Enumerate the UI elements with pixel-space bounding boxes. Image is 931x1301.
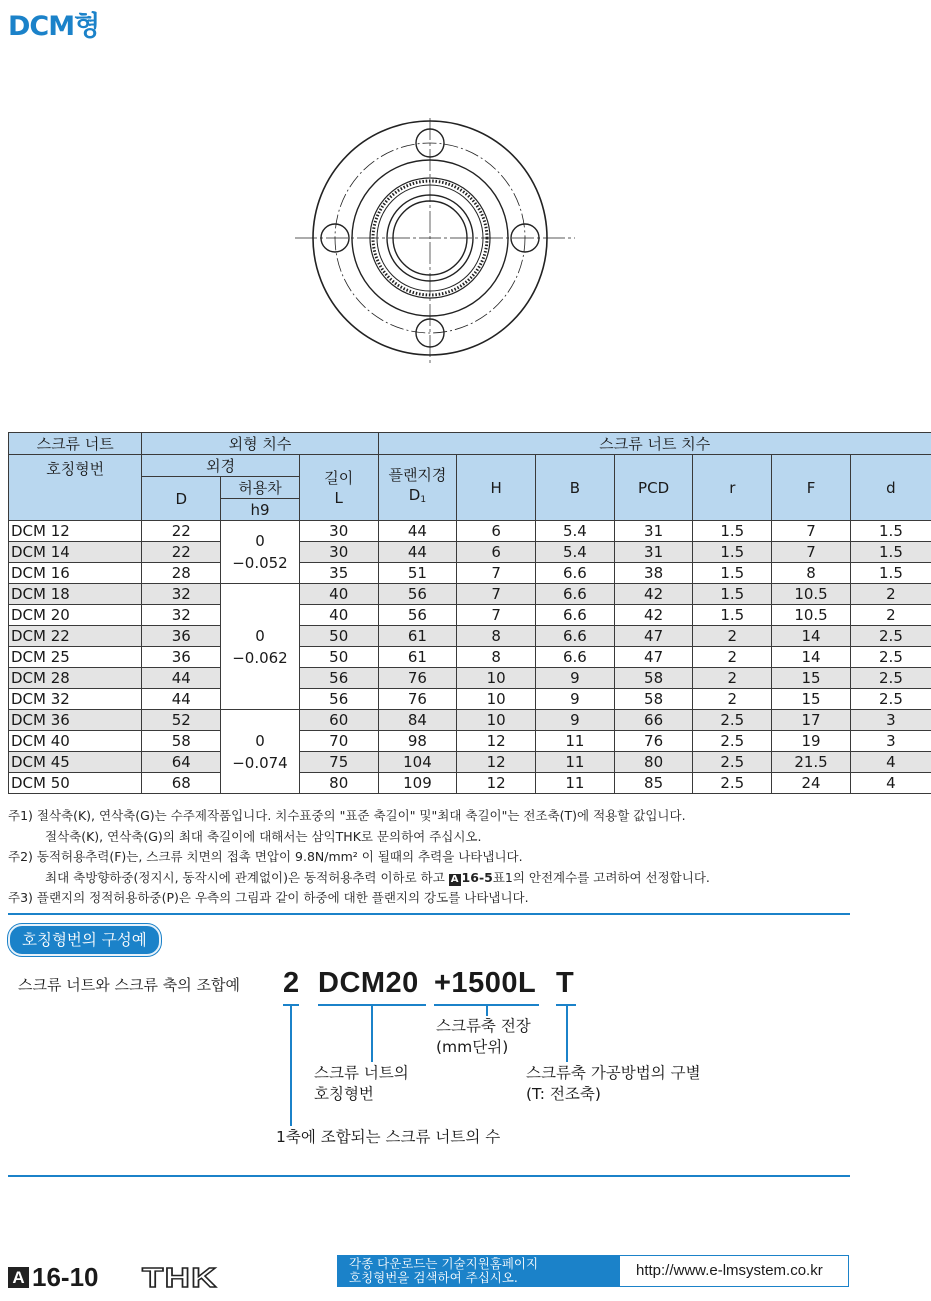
cell-PCD: 47 xyxy=(614,626,693,647)
table-notes xyxy=(8,806,868,909)
cell-D: 32 xyxy=(142,605,221,626)
tolerance-lower: −0.074 xyxy=(232,753,288,772)
note-1-cont: 절삭축(K), 연삭축(G)의 최대 축길이에 대해서는 삼익THK로 문의하여 주십시오. xyxy=(45,828,482,844)
cell-B: 9 xyxy=(536,710,615,731)
header-r: r xyxy=(693,455,772,521)
cell-r: 2.5 xyxy=(693,773,772,794)
cell-D: 22 xyxy=(142,542,221,563)
cell-D1: 98 xyxy=(378,731,457,752)
table-row xyxy=(9,605,931,626)
cell-model: DCM 20 xyxy=(9,605,142,626)
cell-d: 1.5 xyxy=(850,521,931,542)
cell-d: 4 xyxy=(850,773,931,794)
cell-L: 40 xyxy=(299,605,378,626)
table-row xyxy=(9,521,931,542)
cell-model: DCM 36 xyxy=(9,710,142,731)
cell-PCD: 42 xyxy=(614,605,693,626)
table-row xyxy=(9,689,931,710)
cell-D1: 76 xyxy=(378,689,457,710)
cell-L: 35 xyxy=(299,563,378,584)
cell-F: 15 xyxy=(772,668,851,689)
cell-B: 9 xyxy=(536,668,615,689)
cell-model: DCM 50 xyxy=(9,773,142,794)
cell-F: 7 xyxy=(772,521,851,542)
page-reference xyxy=(8,1262,99,1293)
cell-L: 75 xyxy=(299,752,378,773)
cell-r: 1.5 xyxy=(693,584,772,605)
download-info-text: 각종 다운로드는 기술지원홈페이지 호칭형번을 검색하여 주십시오. xyxy=(338,1256,620,1286)
cell-F: 24 xyxy=(772,773,851,794)
cell-D1: 84 xyxy=(378,710,457,731)
header-H: H xyxy=(457,455,536,521)
cell-d: 1.5 xyxy=(850,542,931,563)
cell-H: 8 xyxy=(457,626,536,647)
note-3: 주3) 플랜지의 정적허용하중(P)은 우측의 그림과 같이 하중에 대한 플랜지의 강도를 나타냅니다. xyxy=(8,890,529,905)
header-flange-dia-label: 플랜지경 xyxy=(388,466,447,484)
cell-tolerance xyxy=(221,710,300,794)
cell-PCD: 80 xyxy=(614,752,693,773)
cell-F: 8 xyxy=(772,563,851,584)
header-PCD: PCD xyxy=(614,455,693,521)
cell-B: 11 xyxy=(536,773,615,794)
section-ref-badge: A xyxy=(450,873,459,885)
table-row xyxy=(9,710,931,731)
tolerance-upper: 0 xyxy=(255,731,265,750)
cell-tolerance xyxy=(221,584,300,710)
cell-H: 12 xyxy=(457,731,536,752)
cell-F: 7 xyxy=(772,542,851,563)
header-B: B xyxy=(536,455,615,521)
cell-L: 40 xyxy=(299,584,378,605)
cell-d: 2.5 xyxy=(850,647,931,668)
table-row xyxy=(9,626,931,647)
cell-model: DCM 25 xyxy=(9,647,142,668)
header-F: F xyxy=(772,455,851,521)
cell-model: DCM 14 xyxy=(9,542,142,563)
cell-L: 60 xyxy=(299,710,378,731)
leader-length xyxy=(486,1004,488,1016)
tolerance-lower: −0.052 xyxy=(232,554,288,572)
cell-r: 2.5 xyxy=(693,752,772,773)
cell-D1: 104 xyxy=(378,752,457,773)
cell-H: 6 xyxy=(457,542,536,563)
cell-D: 22 xyxy=(142,521,221,542)
table-row xyxy=(9,647,931,668)
cell-PCD: 76 xyxy=(614,731,693,752)
section-divider xyxy=(8,913,850,915)
cell-D1: 44 xyxy=(378,521,457,542)
cell-PCD: 47 xyxy=(614,647,693,668)
cell-r: 1.5 xyxy=(693,605,772,626)
cell-model: DCM 16 xyxy=(9,563,142,584)
cell-H: 12 xyxy=(457,752,536,773)
cell-H: 7 xyxy=(457,563,536,584)
cell-L: 56 xyxy=(299,689,378,710)
header-d: d xyxy=(850,455,931,521)
cell-PCD: 66 xyxy=(614,710,693,731)
cell-D: 28 xyxy=(142,563,221,584)
tolerance-upper: 0 xyxy=(255,626,265,645)
cell-D: 36 xyxy=(142,626,221,647)
cell-H: 12 xyxy=(457,773,536,794)
cell-B: 6.6 xyxy=(536,584,615,605)
cell-F: 14 xyxy=(772,626,851,647)
cell-L: 30 xyxy=(299,521,378,542)
cell-model: DCM 45 xyxy=(9,752,142,773)
cell-L: 50 xyxy=(299,647,378,668)
cell-H: 6 xyxy=(457,521,536,542)
cell-r: 2 xyxy=(693,689,772,710)
code-length: +1500L xyxy=(434,967,537,999)
cell-B: 5.4 xyxy=(536,521,615,542)
cell-L: 70 xyxy=(299,731,378,752)
cell-r: 1.5 xyxy=(693,521,772,542)
annotation-method: 스크류축 가공방법의 구별 (T: 전조축) xyxy=(526,1064,701,1103)
cell-D1: 61 xyxy=(378,647,457,668)
header-tolerance: 허용차 xyxy=(221,477,300,499)
cell-d: 1.5 xyxy=(850,563,931,584)
cell-model: DCM 18 xyxy=(9,584,142,605)
cell-D1: 109 xyxy=(378,773,457,794)
header-screw-nut-dims: 스크류 너트 치수 xyxy=(378,433,931,455)
note-2: 주2) 동적허용추력(F)는, 스크류 치면의 접촉 면압이 9.8N/mm² 이 될때의 추력을 나타냅니다. xyxy=(8,849,523,864)
spec-table xyxy=(8,432,931,794)
combo-label: 스크류 너트와 스크류 축의 조합예 xyxy=(18,976,240,994)
tolerance-lower: −0.062 xyxy=(232,648,288,667)
table-row xyxy=(9,542,931,563)
cell-B: 11 xyxy=(536,752,615,773)
cell-D1: 56 xyxy=(378,605,457,626)
leader-model xyxy=(371,1004,373,1062)
note-2-cont: 최대 축방향하중(정지시, 동작시에 관계없이)은 동적허용추력 이하로 하고 A 16-5표1의 안전계수를 고려하여 선정합니다. xyxy=(45,869,710,885)
cell-PCD: 42 xyxy=(614,584,693,605)
cell-L: 50 xyxy=(299,626,378,647)
cell-tolerance xyxy=(221,521,300,584)
cell-D: 44 xyxy=(142,689,221,710)
cell-B: 9 xyxy=(536,689,615,710)
cell-H: 10 xyxy=(457,710,536,731)
cell-B: 11 xyxy=(536,731,615,752)
code-count: 2 xyxy=(283,967,300,999)
footer-divider xyxy=(8,1175,850,1177)
cell-d: 2.5 xyxy=(850,626,931,647)
cell-d: 3 xyxy=(850,731,931,752)
cell-F: 10.5 xyxy=(772,584,851,605)
cell-model: DCM 22 xyxy=(9,626,142,647)
cell-r: 2 xyxy=(693,668,772,689)
cell-d: 3 xyxy=(850,710,931,731)
flange-nut-drawing xyxy=(290,118,580,378)
cell-F: 19 xyxy=(772,731,851,752)
thk-logo: THK xyxy=(142,1262,218,1293)
cell-PCD: 38 xyxy=(614,563,693,584)
page-title: DCM형 xyxy=(8,11,100,42)
header-length xyxy=(299,455,378,521)
header-flange-dia xyxy=(378,455,457,521)
cell-F: 21.5 xyxy=(772,752,851,773)
cell-B: 6.6 xyxy=(536,626,615,647)
cell-PCD: 31 xyxy=(614,542,693,563)
header-nut: 스크류 너트 xyxy=(9,433,142,455)
cell-F: 17 xyxy=(772,710,851,731)
cell-F: 10.5 xyxy=(772,605,851,626)
table-row xyxy=(9,731,931,752)
cell-H: 10 xyxy=(457,689,536,710)
header-D: D xyxy=(142,477,221,521)
note-1: 주1) 절삭축(K), 연삭축(G)는 수주제작품입니다. 치수표중의 "표준 축길이" 및"최대 축길이"는 전조축(T)에 적용할 값입니다. xyxy=(8,808,686,823)
cell-r: 2.5 xyxy=(693,710,772,731)
cell-D: 36 xyxy=(142,647,221,668)
cell-D1: 44 xyxy=(378,542,457,563)
cell-B: 6.6 xyxy=(536,647,615,668)
cell-r: 2 xyxy=(693,626,772,647)
cell-D: 52 xyxy=(142,710,221,731)
cell-PCD: 31 xyxy=(614,521,693,542)
cell-D: 58 xyxy=(142,731,221,752)
cell-r: 1.5 xyxy=(693,563,772,584)
cell-D: 68 xyxy=(142,773,221,794)
header-length-symbol: L xyxy=(334,488,343,507)
table-row xyxy=(9,668,931,689)
cell-model: DCM 12 xyxy=(9,521,142,542)
cell-D: 64 xyxy=(142,752,221,773)
website-link[interactable]: http://www.e-lmsystem.co.kr xyxy=(636,1262,823,1279)
download-info-box xyxy=(337,1255,849,1287)
cell-d: 2.5 xyxy=(850,689,931,710)
code-model: DCM20 xyxy=(318,967,419,999)
cell-model: DCM 32 xyxy=(9,689,142,710)
annotation-model: 스크류 너트의 호칭형번 xyxy=(314,1064,409,1103)
code-method: T xyxy=(556,967,575,999)
cell-d: 2 xyxy=(850,605,931,626)
cell-d: 2 xyxy=(850,584,931,605)
cell-F: 14 xyxy=(772,647,851,668)
cell-D1: 61 xyxy=(378,626,457,647)
cell-D1: 51 xyxy=(378,563,457,584)
table-row xyxy=(9,563,931,584)
table-row xyxy=(9,752,931,773)
header-length-label: 길이 xyxy=(324,468,354,487)
header-model: 호칭형번 xyxy=(9,455,142,521)
cell-model: DCM 40 xyxy=(9,731,142,752)
cell-F: 15 xyxy=(772,689,851,710)
page-badge: A xyxy=(8,1267,29,1288)
header-outer-dims: 외형 치수 xyxy=(142,433,378,455)
example-heading: 호칭형번의 구성예 xyxy=(8,924,161,956)
tolerance-upper: 0 xyxy=(255,532,265,550)
cell-d: 2.5 xyxy=(850,668,931,689)
cell-B: 6.6 xyxy=(536,605,615,626)
cell-model: DCM 28 xyxy=(9,668,142,689)
cell-L: 80 xyxy=(299,773,378,794)
cell-PCD: 58 xyxy=(614,689,693,710)
cell-r: 2.5 xyxy=(693,731,772,752)
table-row xyxy=(9,584,931,605)
header-outer-dia: 외경 xyxy=(142,455,299,477)
annotation-length: 스크류축 전장 (mm단위) xyxy=(436,1017,531,1056)
section-ref-number: 16-5 xyxy=(461,869,493,885)
cell-L: 56 xyxy=(299,668,378,689)
cell-PCD: 85 xyxy=(614,773,693,794)
header-flange-dia-symbol: D1 xyxy=(408,486,427,505)
cell-PCD: 58 xyxy=(614,668,693,689)
cell-r: 1.5 xyxy=(693,542,772,563)
header-tolerance-grade: h9 xyxy=(221,499,300,521)
table-row xyxy=(9,773,931,794)
cell-H: 10 xyxy=(457,668,536,689)
leader-count xyxy=(290,1004,292,1126)
cell-d: 4 xyxy=(850,752,931,773)
cell-D1: 56 xyxy=(378,584,457,605)
cell-D: 44 xyxy=(142,668,221,689)
cell-B: 6.6 xyxy=(536,563,615,584)
cell-H: 8 xyxy=(457,647,536,668)
cell-r: 2 xyxy=(693,647,772,668)
leader-method xyxy=(566,1004,568,1062)
cell-B: 5.4 xyxy=(536,542,615,563)
cell-L: 30 xyxy=(299,542,378,563)
annotation-count: 1축에 조합되는 스크류 너트의 수 xyxy=(276,1128,501,1146)
cell-H: 7 xyxy=(457,605,536,626)
cell-H: 7 xyxy=(457,584,536,605)
page-number: 16-10 xyxy=(32,1262,99,1292)
cell-D1: 76 xyxy=(378,668,457,689)
cell-D: 32 xyxy=(142,584,221,605)
